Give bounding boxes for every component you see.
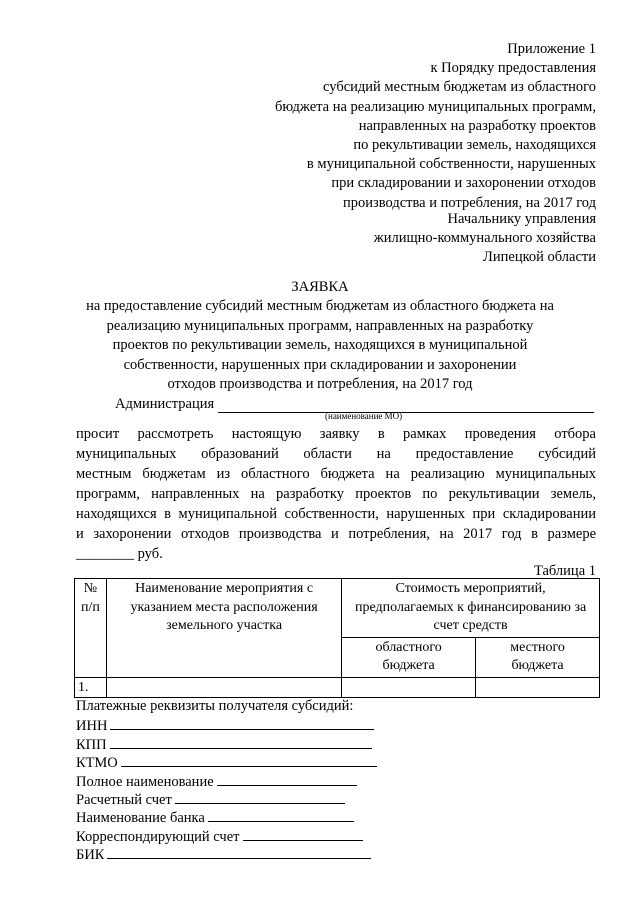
requisite-label: КПП <box>76 736 107 753</box>
administration-name-field[interactable] <box>218 412 594 413</box>
requisite-label: Корреспондирующий счет <box>76 828 240 845</box>
bik-field[interactable] <box>107 844 371 859</box>
body-line: и захоронении отходов производства и потребления, на 2017 год в размере <box>76 526 596 542</box>
appendix-line: субсидий местным бюджетам из областного <box>323 79 596 96</box>
appendix-line: направленных на разработку проектов <box>358 117 596 134</box>
appendix-line: бюджета на реализацию муниципальных программ, <box>275 98 596 115</box>
title-line: на предоставление субсидий местным бюджетам из областного бюджета на <box>86 298 554 315</box>
title-line: отходов производства и потребления, на 2017 год <box>167 376 473 393</box>
body-line: муниципальных образований области на предоставление субсидий <box>76 446 596 462</box>
header-local: местного бюджета <box>476 637 600 677</box>
amount-blank[interactable]: ________ <box>76 546 134 562</box>
requisite-label: Полное наименование <box>76 773 214 790</box>
corr-account-field[interactable] <box>243 826 363 841</box>
kpp-field[interactable] <box>110 734 372 749</box>
appendix-line: Приложение 1 <box>507 41 596 57</box>
requisite-label: ИНН <box>76 718 108 735</box>
body-line: просит рассмотреть настоящую заявку в рамках проведения отбора <box>76 426 596 442</box>
requisite-label: Расчетный счет <box>76 791 172 808</box>
row-number: 1. <box>75 677 107 697</box>
row-event-cell[interactable] <box>106 677 341 697</box>
title-line: проектов по рекультивации земель, находящихся в муниципальной <box>112 337 528 354</box>
requisite-row-inn <box>76 715 377 733</box>
requisite-row-account <box>76 789 377 807</box>
amount-line <box>76 544 596 564</box>
requisite-row-bank <box>76 807 377 825</box>
appendix-line: по рекультивации земель, находящихся <box>353 137 596 154</box>
addressee-line: Начальнику управления <box>447 211 596 227</box>
row-regional-cell[interactable] <box>342 677 476 697</box>
inn-field[interactable] <box>110 715 374 730</box>
bank-name-field[interactable] <box>208 807 354 822</box>
full-name-field[interactable] <box>217 771 357 786</box>
title-line: собственности, нарушенных при складировании и захоронении <box>123 356 517 373</box>
requisite-label: КТМО <box>76 755 118 772</box>
requisite-label: Наименование банка <box>76 810 205 827</box>
header-event: Наименование мероприятия с указанием места расположения земельного участка <box>106 579 341 678</box>
account-field[interactable] <box>175 789 345 804</box>
requisite-row-kpp <box>76 734 377 752</box>
appendix-line: при складировании и захоронении отходов <box>331 175 596 192</box>
body-line: местным бюджетам из областного бюджета на реализацию муниципальных <box>76 466 596 482</box>
requisite-row-ktmo <box>76 752 377 770</box>
table-header-row <box>75 579 600 638</box>
currency-label: руб. <box>137 546 163 562</box>
addressee-line: жилищно-коммунального хозяйства <box>373 230 596 247</box>
requisite-label: БИК <box>76 847 105 864</box>
appendix-header <box>196 40 596 213</box>
administration-label: Администрация <box>115 396 215 412</box>
application-title <box>60 278 580 394</box>
payment-requisites <box>76 697 377 863</box>
requisite-row-corr-account <box>76 826 377 844</box>
row-local-cell[interactable] <box>476 677 600 697</box>
addressee-block <box>196 210 596 268</box>
requisites-title: Платежные реквизиты получателя субсидий: <box>76 698 354 714</box>
appendix-line: в муниципальной собственности, нарушенных <box>306 156 596 173</box>
administration-caption: (наименование МО) <box>325 411 403 421</box>
costs-table <box>74 578 600 698</box>
header-regional: областного бюджета <box>342 637 476 677</box>
title-heading: ЗАЯВКА <box>291 279 349 295</box>
table-caption: Таблица 1 <box>533 563 596 579</box>
ktmo-field[interactable] <box>121 752 377 767</box>
body-line: программ, направленных на разработку проектов по рекультивации земель, <box>76 486 596 502</box>
requisite-row-bik <box>76 844 377 862</box>
table-row <box>75 677 600 697</box>
requisite-row-full-name <box>76 771 377 789</box>
appendix-line: производства и потребления, на 2017 год <box>343 194 596 211</box>
request-body <box>76 424 596 564</box>
addressee-line: Липецкой области <box>483 249 596 266</box>
header-number: № п/п <box>75 579 107 678</box>
header-cost: Стоимость мероприятий, предполагаемых к финансированию за счет средств <box>342 579 600 638</box>
body-line: находящихся в муниципальной собственности, нарушенных при складировании <box>76 506 596 522</box>
appendix-line: к Порядку предоставления <box>430 60 596 77</box>
title-line: реализацию муниципальных программ, направленных на разработку <box>106 317 534 334</box>
